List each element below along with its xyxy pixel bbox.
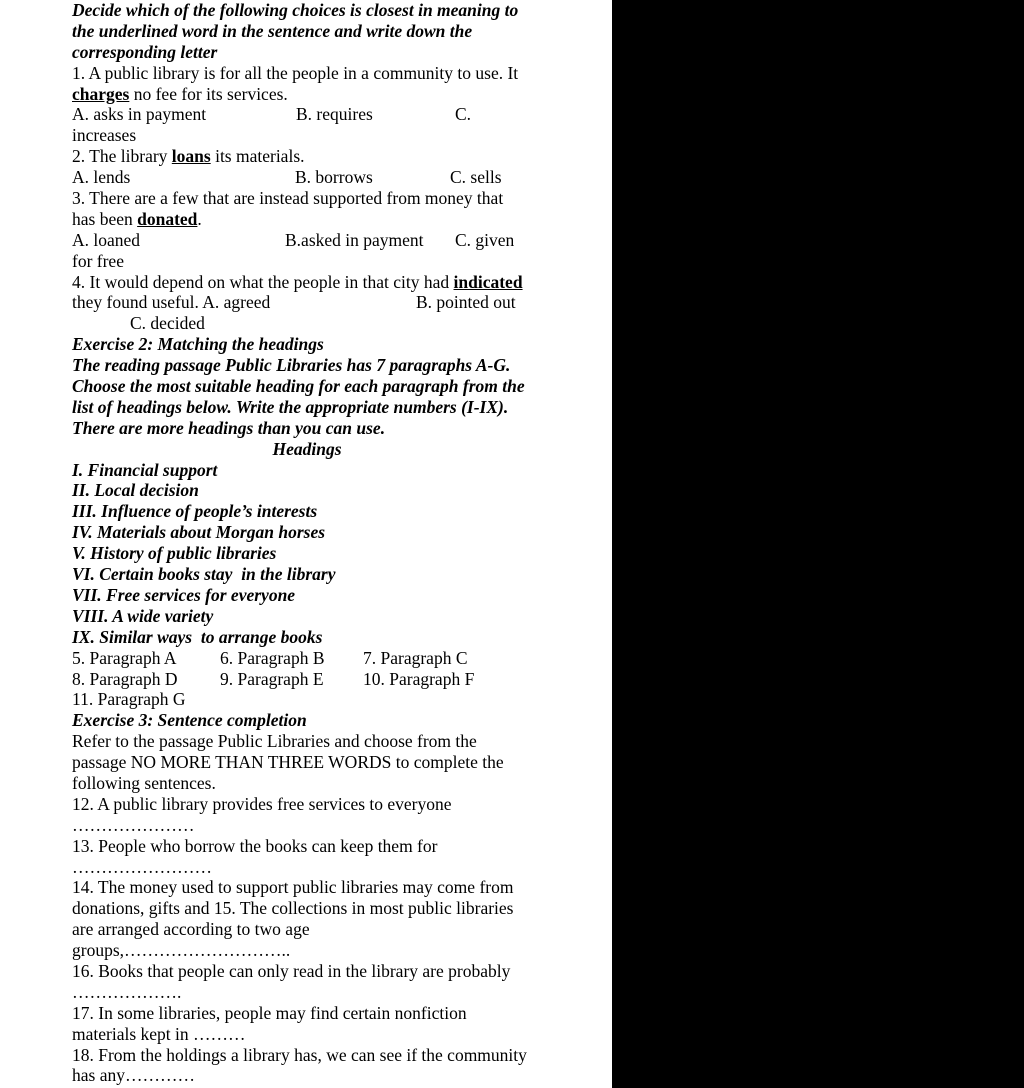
option-c: C. sells bbox=[450, 167, 502, 188]
underlined-word: charges bbox=[72, 83, 130, 104]
question-2-options bbox=[72, 167, 612, 188]
instruction-line: Decide which of the following choices is closest in meaning to bbox=[72, 0, 519, 20]
paragraph-item: 8. Paragraph D bbox=[72, 668, 178, 689]
question-2: 2. The library loans its materials. bbox=[72, 146, 305, 167]
heading-item: VII. Free services for everyone bbox=[72, 584, 296, 605]
exercise-3-line: following sentences. bbox=[72, 772, 216, 793]
exercise-2-instruction: The reading passage Public Libraries has 7 paragraphs A-G. bbox=[72, 355, 511, 376]
underlined-word: loans bbox=[171, 146, 211, 167]
heading-item: VI. Certain books stay in the library bbox=[72, 564, 336, 585]
exercise-2-instruction: Choose the most suitable heading for each paragraph from the bbox=[72, 376, 525, 397]
paragraph-row bbox=[72, 689, 612, 710]
heading-item: IX. Similar ways to arrange books bbox=[72, 626, 323, 647]
exercise-3-title: Exercise 3: Sentence completion bbox=[72, 710, 307, 731]
worksheet bbox=[72, 0, 612, 1086]
paragraph-item: 11. Paragraph G bbox=[72, 689, 186, 710]
exercise-3-line: groups,……………………….. bbox=[72, 940, 291, 961]
instruction-line: corresponding letter bbox=[72, 41, 218, 62]
heading-item: II. Local decision bbox=[72, 480, 199, 501]
answer-blank: …………………… bbox=[72, 856, 212, 877]
exercise-3-line: 18. From the holdings a library has, we can see if the community bbox=[72, 1044, 527, 1065]
headings-title: Headings bbox=[272, 438, 342, 459]
paragraph-row bbox=[72, 669, 612, 690]
option-b: B. pointed out bbox=[416, 292, 516, 313]
paragraph-item: 10. Paragraph F bbox=[363, 668, 475, 689]
option-c-cont: increases bbox=[72, 125, 137, 146]
option-c-cont: for free bbox=[72, 250, 124, 271]
question-1-cont: charges no fee for its services. bbox=[72, 83, 288, 104]
heading-item: V. History of public libraries bbox=[72, 543, 277, 564]
black-margin-panel bbox=[612, 0, 1024, 1088]
answer-blank: ………………… bbox=[72, 814, 195, 835]
heading-item: I. Financial support bbox=[72, 459, 218, 480]
question-4: 4. It would depend on what the people in that city had indicated bbox=[72, 271, 523, 292]
paragraph-item: 9. Paragraph E bbox=[220, 668, 324, 689]
exercise-3-line: Refer to the passage Public Libraries and choose from the bbox=[72, 731, 477, 752]
exercise-3-line: 14. The money used to support public libraries may come from bbox=[72, 877, 514, 898]
question-3-options bbox=[72, 230, 612, 251]
exercise-2-instruction: list of headings below. Write the appropriate numbers (I-IX). bbox=[72, 396, 509, 417]
heading-item: III. Influence of people’s interests bbox=[72, 501, 318, 522]
option-b: B.asked in payment bbox=[285, 229, 424, 250]
exercise-3-line: 12. A public library provides free services to everyone bbox=[72, 793, 452, 814]
option-c: C. given bbox=[455, 229, 515, 250]
question-4-cont: they found useful. A. agreed bbox=[72, 292, 271, 313]
instruction-line: the underlined word in the sentence and write down the bbox=[72, 20, 473, 41]
exercise-3-line: donations, gifts and 15. The collections in most public libraries bbox=[72, 898, 514, 919]
question-3: 3. There are a few that are instead supported from money that bbox=[72, 188, 504, 209]
paragraph-item: 5. Paragraph A bbox=[72, 647, 177, 668]
option-c: C. bbox=[455, 104, 472, 125]
option-c: C. decided bbox=[130, 313, 205, 334]
exercise-3-line: has any………… bbox=[72, 1065, 195, 1086]
paragraph-item: 6. Paragraph B bbox=[220, 647, 325, 668]
answer-blank: ………………. bbox=[72, 981, 182, 1002]
option-a: A. asks in payment bbox=[72, 104, 207, 125]
question-3-cont: has been donated. bbox=[72, 208, 202, 229]
exercise-3-line: materials kept in ……… bbox=[72, 1023, 246, 1044]
exercise-3-line: passage NO MORE THAN THREE WORDS to complete the bbox=[72, 752, 504, 773]
question-1: 1. A public library is for all the people in a community to use. It bbox=[72, 62, 519, 83]
option-b: B. borrows bbox=[295, 167, 373, 188]
exercise-3-line: 16. Books that people can only read in the library are probably bbox=[72, 960, 511, 981]
paragraph-item: 7. Paragraph C bbox=[363, 647, 468, 668]
heading-item: VIII. A wide variety bbox=[72, 605, 214, 626]
exercise-2-title: Exercise 2: Matching the headings bbox=[72, 334, 324, 355]
underlined-word: donated bbox=[137, 208, 198, 229]
option-a: A. lends bbox=[72, 167, 131, 188]
paragraph-row bbox=[72, 648, 612, 669]
exercise-3-line: 13. People who borrow the books can keep them for bbox=[72, 835, 438, 856]
option-b: B. requires bbox=[296, 104, 373, 125]
question-4-options bbox=[72, 292, 612, 313]
exercise-3-line: are arranged according to two age bbox=[72, 919, 310, 940]
heading-item: IV. Materials about Morgan horses bbox=[72, 522, 326, 543]
exercise-3-line: 17. In some libraries, people may find certain nonfiction bbox=[72, 1002, 467, 1023]
underlined-word: indicated bbox=[453, 271, 523, 292]
question-1-options bbox=[72, 104, 612, 125]
exercise-2-instruction: There are more headings than you can use. bbox=[72, 417, 386, 438]
option-a: A. loaned bbox=[72, 229, 141, 250]
